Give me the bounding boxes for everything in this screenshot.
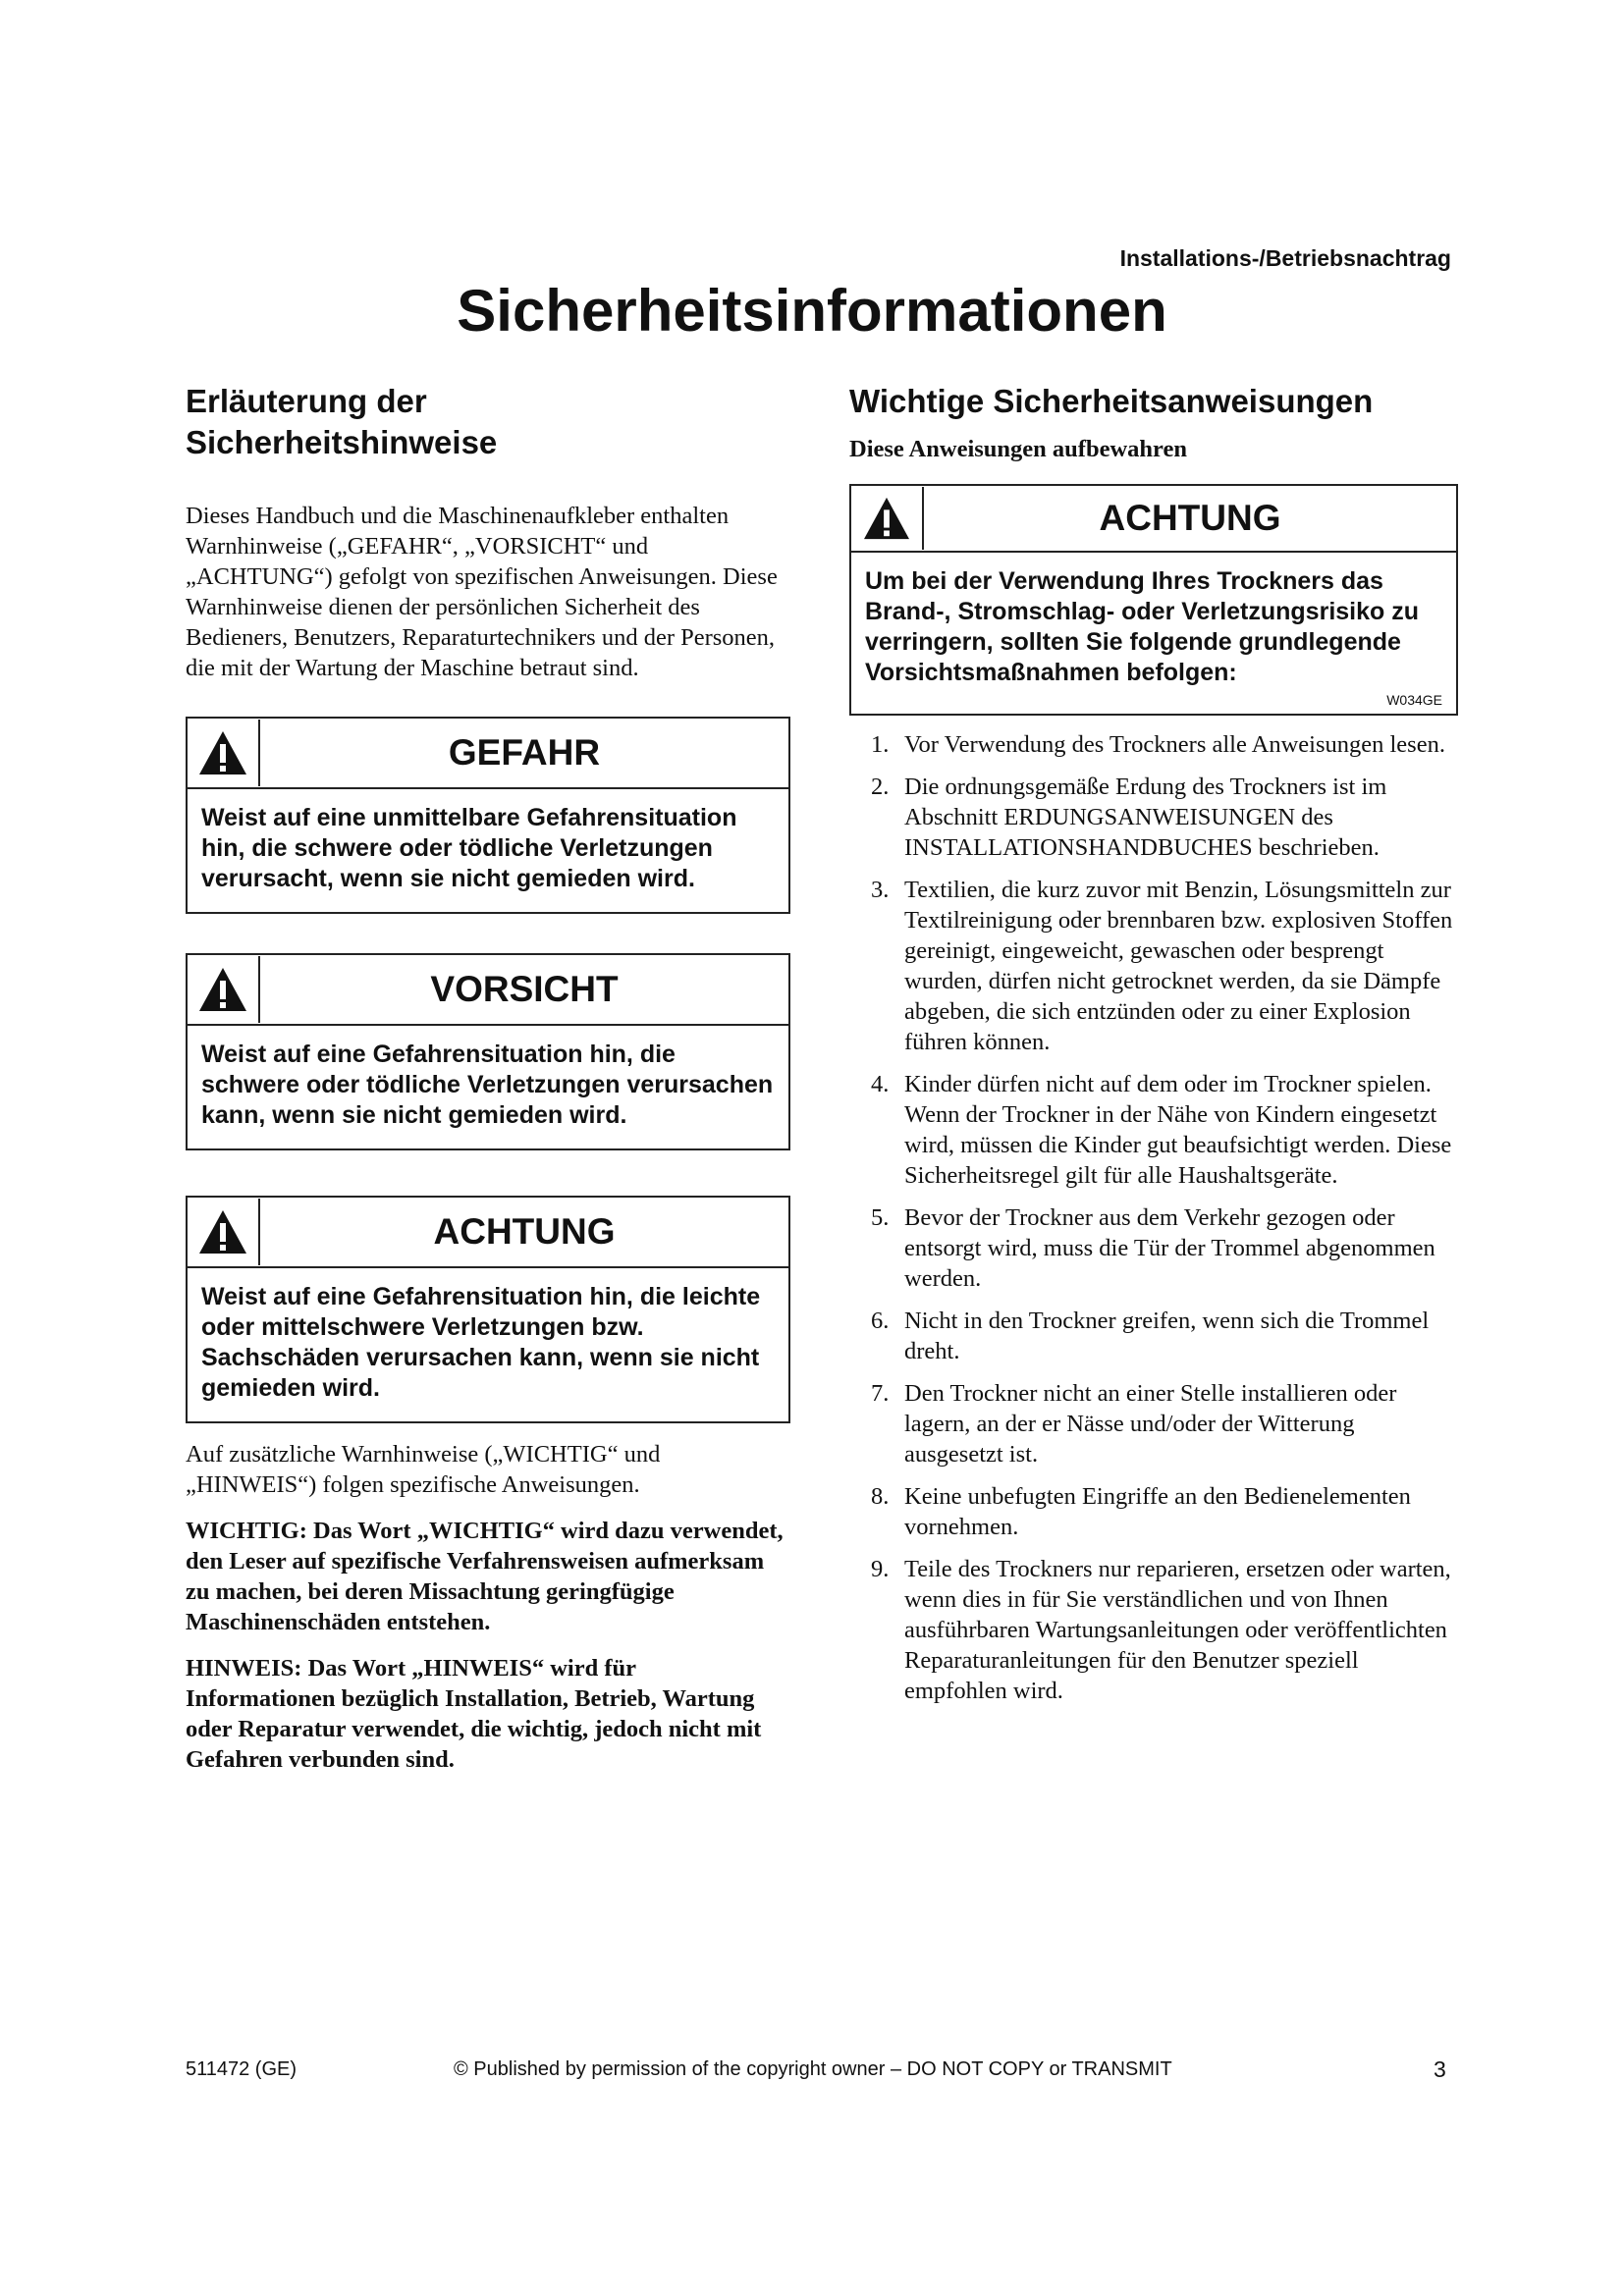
left-column <box>186 381 790 1775</box>
warning-triangle-icon <box>188 956 260 1023</box>
list-item: 6. Nicht in den Trockner greifen, wenn sich die Trommel dreht. <box>871 1308 1430 1364</box>
instruction-list <box>849 729 1458 1706</box>
danger-text: Weist auf eine unmittelbare Gefahrensituation hin, die schwere oder tödliche Verletzungen verursacht, wenn sie nicht gemieden wird. <box>201 804 737 892</box>
hinweis-paragraph: HINWEIS: Das Wort „HINWEIS“ wird für Informationen bezüglich Installation, Betrieb, Wartung oder Reparatur verwendet, die wichtig, jedoch nicht mit Gefahren verbunden sind. <box>186 1655 762 1773</box>
document-type-label: Installations-/Betriebsnachtrag <box>1119 245 1451 271</box>
caution-text: Weist auf eine Gefahrensituation hin, die schwere oder tödliche Verletzungen verursachen kann, wenn sie nicht gemieden wird. <box>201 1041 774 1129</box>
dryer-attention-text: Um bei der Verwendung Ihres Trockners das Brand-, Stromschlag- oder Verletzungsrisiko zu verringern, sollten Sie folgende grundlegende Vorsichtsmaßnahmen befolgen: <box>865 567 1420 686</box>
intro-paragraph: Dieses Handbuch und die Maschinenaufkleber enthalten Warnhinweise („GEFAHR“, „VORSICHT“ und „ACHTUNG“) gefolgt von spezifischen Anweisungen. Diese Warnhinweise dienen der persönlichen Sicherheit des Bedieners, Benutzers, Reparaturtechnikers und der Personen, die mit der Wartung der Maschine betraut sind. <box>186 503 778 681</box>
warning-code: W034GE <box>1386 692 1442 708</box>
list-item: 4. Kinder dürfen nicht auf dem oder im Trockner spielen. Wenn der Trockner in der Nähe von Kindern eingesetzt wird, müssen die Kinder gut beaufsichtigt werden. Diese Sicherheitsregel gilt für alle Haushaltsgeräte. <box>871 1071 1452 1189</box>
attention-box <box>186 1196 790 1423</box>
footer-doc-number: 511472 (GE) <box>186 2058 298 2080</box>
page-number: 3 <box>1434 2056 1446 2082</box>
list-item: 8. Keine unbefugten Eingriffe an den Bedienelementen vornehmen. <box>871 1483 1411 1540</box>
danger-box <box>186 717 790 914</box>
list-item: 5. Bevor der Trockner aus dem Verkehr gezogen oder entsorgt wird, muss die Tür der Trommel abgenommen werden. <box>871 1204 1435 1292</box>
list-item: 1. Vor Verwendung des Trockners alle Anweisungen lesen. <box>871 731 1445 758</box>
left-heading <box>186 381 790 463</box>
dryer-attention-box <box>849 484 1458 716</box>
wichtig-paragraph: WICHTIG: Das Wort „WICHTIG“ wird dazu verwendet, den Leser auf spezifische Verfahrensweisen aufmerksam zu machen, bei deren Missachtung geringfügige Maschinenschäden entstehen. <box>186 1518 784 1635</box>
attention-title: ACHTUNG <box>433 1211 616 1252</box>
caution-title: VORSICHT <box>430 969 619 1009</box>
right-column <box>849 381 1458 1718</box>
attention-text: Weist auf eine Gefahrensituation hin, die leichte oder mittelschwere Verletzungen bzw. Sachschäden verursachen kann, wenn sie nicht gemieden wird. <box>201 1283 761 1402</box>
warning-triangle-icon <box>851 487 924 550</box>
dryer-attention-title: ACHTUNG <box>1099 498 1281 538</box>
list-item: 7. Den Trockner nicht an einer Stelle installieren oder lagern, an der er Nässe und/oder der Witterung ausgesetzt ist. <box>871 1380 1397 1468</box>
right-subheading: Diese Anweisungen aufbewahren <box>849 436 1187 462</box>
page-title: Sicherheitsinformationen <box>457 278 1167 344</box>
footer-copyright: © Published by permission of the copyright owner – DO NOT COPY or TRANSMIT <box>454 2058 1172 2080</box>
danger-title: GEFAHR <box>448 732 601 773</box>
additional-warnings-paragraph: Auf zusätzliche Warnhinweise („WICHTIG“ und „HINWEIS“) folgen spezifische Anweisungen. <box>186 1441 661 1498</box>
list-item: 3. Textilien, die kurz zuvor mit Benzin, Lösungsmitteln zur Textilreinigung oder brennbaren bzw. explosiven Stoffen gereinigt, eingeweicht, gewaschen oder besprengt wurden, dürfen nicht getrocknet werden, da sie Dämpfe abgeben, die sich entzünden oder zu einer Explosion führen können. <box>871 877 1453 1055</box>
left-heading-line1: Erläuterung der <box>186 383 427 419</box>
caution-box <box>186 953 790 1150</box>
left-heading-line2: Sicherheitshinweise <box>186 424 498 460</box>
right-heading: Wichtige Sicherheitsanweisungen <box>849 383 1374 419</box>
warning-triangle-icon <box>188 1199 260 1265</box>
list-item: 2. Die ordnungsgemäße Erdung des Trockners ist im Abschnitt ERDUNGSANWEISUNGEN des INSTALLATIONSHANDBUCHES beschrieben. <box>871 774 1387 861</box>
warning-triangle-icon <box>188 720 260 786</box>
list-item: 9. Teile des Trockners nur reparieren, ersetzen oder warten, wenn dies in für Sie verständlichen und von Ihnen ausführbaren Wartungsanleitungen oder veröffentlichten Reparaturanleitungen für den Benutzer speziell empfohlen wird. <box>871 1556 1451 1704</box>
